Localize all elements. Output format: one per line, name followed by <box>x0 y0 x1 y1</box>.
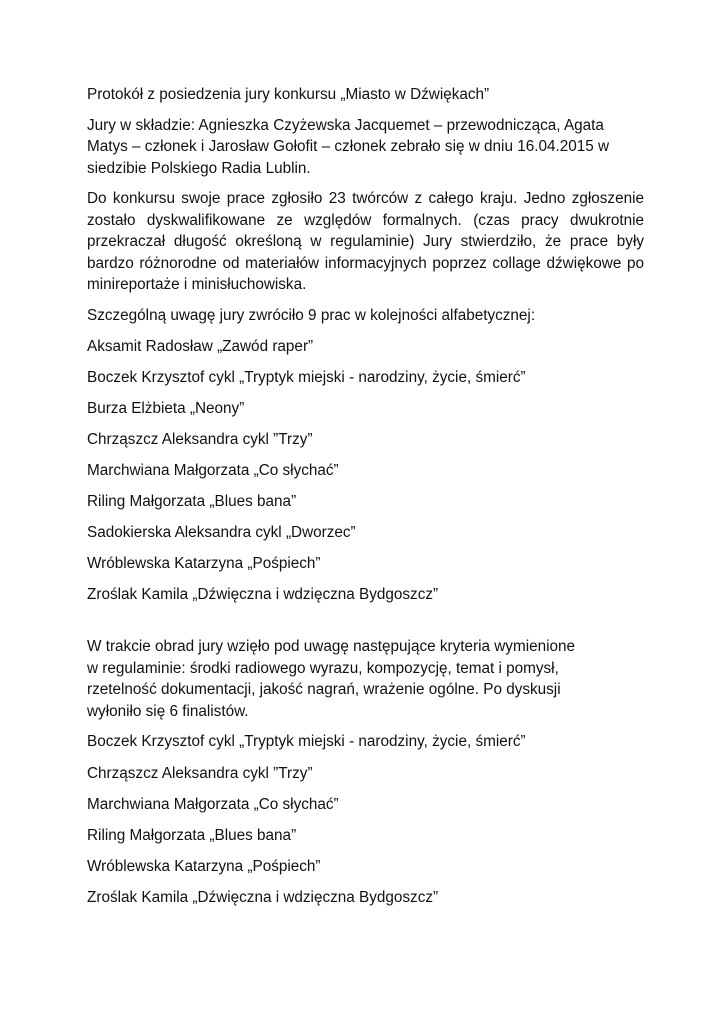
list-item: Zroślak Kamila „Dźwięczna i wdzięczna Bydgoszcz” <box>87 888 439 906</box>
criteria-line: wyłoniło się 6 finalistów. <box>87 702 249 720</box>
list-item: Riling Małgorzata „Blues bana” <box>87 826 297 844</box>
list-item: Sadokierska Aleksandra cykl „Dworzec” <box>87 524 356 542</box>
list-item: Chrząszcz Aleksandra cykl ”Trzy” <box>87 764 313 782</box>
criteria-line: w regulaminie: środki radiowego wyrazu, kompozycję, temat i pomysł, <box>87 659 559 677</box>
list-item: Riling Małgorzata „Blues bana” <box>87 493 297 511</box>
finalists-list <box>87 731 644 908</box>
list-item: Burza Elżbieta „Neony” <box>87 399 245 417</box>
list-item: Marchwiana Małgorzata „Co słychać” <box>87 795 339 813</box>
section-spacer <box>87 615 644 636</box>
notable-intro: Szczególną uwagę jury zwróciło 9 prac w kolejności alfabetycznej: <box>87 306 536 324</box>
list-item: Chrząszcz Aleksandra cykl ”Trzy” <box>87 430 313 448</box>
list-item: Wróblewska Katarzyna „Pośpiech” <box>87 555 321 573</box>
criteria-line: W trakcie obrad jury wzięło pod uwagę następujące kryteria wymienione <box>87 638 576 656</box>
document-title: Protokół z posiedzenia jury konkursu „Miasto w Dźwiękach” <box>87 86 490 103</box>
document-page <box>87 84 644 918</box>
list-item: Marchwiana Małgorzata „Co słychać” <box>87 461 339 479</box>
list-item: Aksamit Radosław „Zawód raper” <box>87 337 314 355</box>
list-item: Zroślak Kamila „Dźwięczna i wdzięczna Bydgoszcz” <box>87 586 439 604</box>
list-item: Boczek Krzysztof cykl „Tryptyk miejski - narodziny, życie, śmierć” <box>87 733 526 751</box>
list-item: Boczek Krzysztof cykl „Tryptyk miejski - narodziny, życie, śmierć” <box>87 368 526 386</box>
criteria-paragraph <box>87 636 644 722</box>
entries-paragraph: Do konkursu swoje prace zgłosiło 23 twórców z całego kraju. Jedno zgłoszenie zostało dyskwalifikowane ze względów formalnych. (czas pracy dwukrotnie przekraczał długość określoną w regulaminie) Jury stwierdziło, że prace były bardzo różnorodne od materiałów informacyjnych poprzez collage dźwiękowe po minireportaże i minisłuchowiska. <box>87 190 644 293</box>
notable-works-list <box>87 336 644 606</box>
list-item: Wróblewska Katarzyna „Pośpiech” <box>87 857 321 875</box>
jury-paragraph: Jury w składzie: Agnieszka Czyżewska Jacquemet – przewodnicząca, Agata Matys – członek i Jarosław Gołofit – członek zebrało się w dniu 16.04.2015 w siedzibie Polskiego Radia Lublin. <box>87 116 610 177</box>
criteria-line: rzetelność dokumentacji, jakość nagrań, wrażenie ogólne. Po dyskusji <box>87 681 561 699</box>
